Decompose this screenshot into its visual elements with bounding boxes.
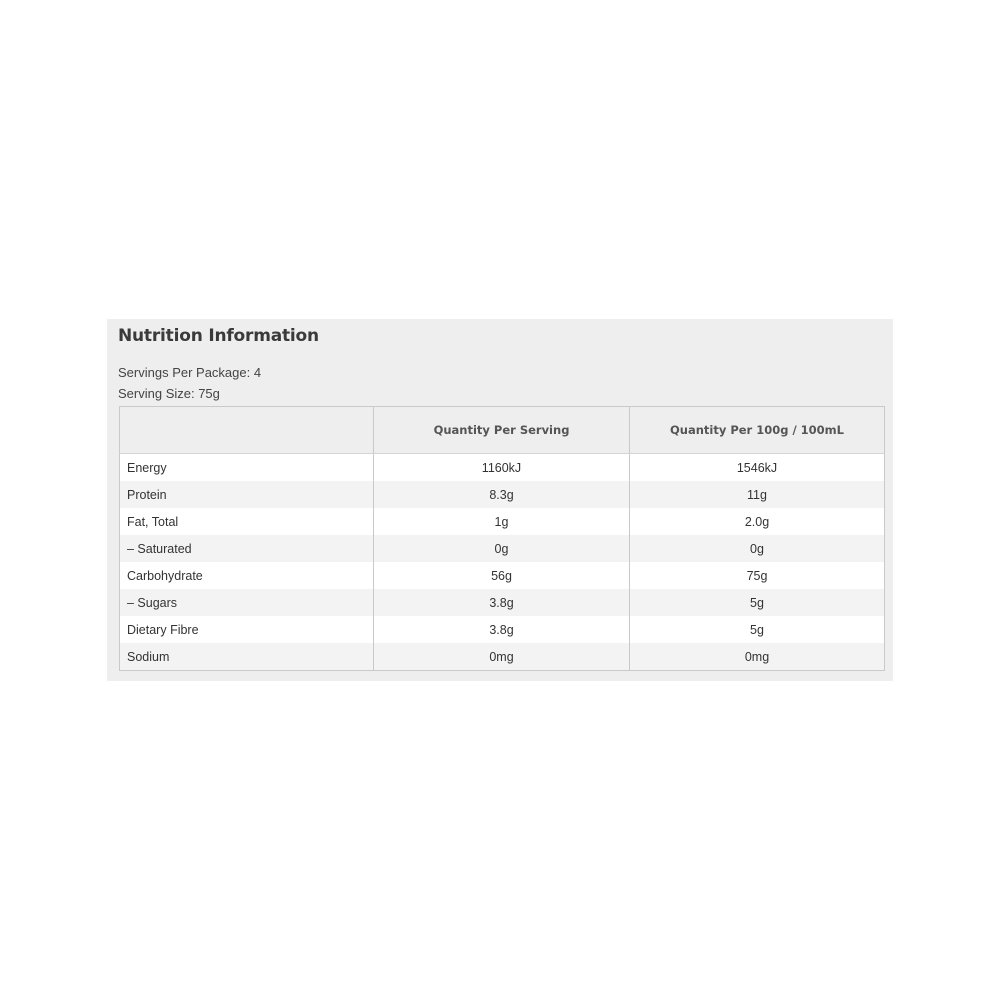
nutrient-name: Sodium [120,643,374,671]
nutrient-name: Protein [120,481,374,508]
header-per-serving: Quantity Per Serving [374,407,630,454]
per-100-value: 75g [630,562,885,589]
per-serving-value: 3.8g [374,616,630,643]
servings-per-package: Servings Per Package: 4 [118,365,262,380]
nutrient-name: – Sugars [120,589,374,616]
per-serving-value: 8.3g [374,481,630,508]
per-100-value: 5g [630,589,885,616]
nutrition-table [119,406,885,671]
nutrient-name: Fat, Total [120,508,374,535]
per-serving-value: 3.8g [374,589,630,616]
serving-size: Serving Size: 75g [118,386,220,401]
header-nutrient [120,407,374,454]
per-serving-value: 0mg [374,643,630,671]
nutrient-name: Carbohydrate [120,562,374,589]
per-serving-value: 1g [374,508,630,535]
per-100-value: 0mg [630,643,885,671]
table-header-row [120,407,885,454]
nutrient-name: Dietary Fibre [120,616,374,643]
table-row [120,508,885,535]
per-100-value: 2.0g [630,508,885,535]
nutrition-panel [107,319,893,681]
per-100-value: 0g [630,535,885,562]
header-per-100: Quantity Per 100g / 100mL [630,407,885,454]
per-serving-value: 1160kJ [374,454,630,482]
table-row [120,616,885,643]
per-serving-value: 0g [374,535,630,562]
table-row [120,589,885,616]
nutrient-name: – Saturated [120,535,374,562]
per-100-value: 11g [630,481,885,508]
table-row [120,535,885,562]
per-serving-value: 56g [374,562,630,589]
table-row [120,481,885,508]
table-row [120,643,885,671]
table-row [120,454,885,482]
per-100-value: 1546kJ [630,454,885,482]
nutrient-name: Energy [120,454,374,482]
panel-title: Nutrition Information [118,326,319,346]
table-row [120,562,885,589]
per-100-value: 5g [630,616,885,643]
